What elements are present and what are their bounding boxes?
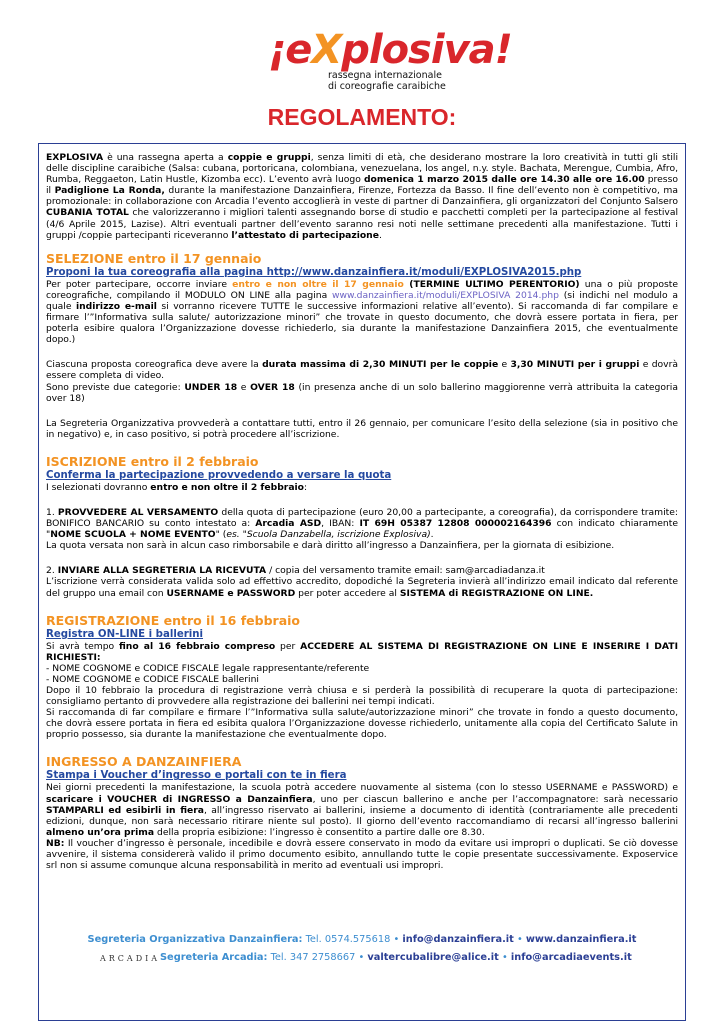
ingresso-paragraph-2: NB: Il voucher d’ingresso è personale, incedibile e dovrà essere conservato in modo da evitare usi impropri o duplicati. Se ciò dovesse avvenire, il sistema considererà valido il primo documento esibito, annullando tutte le copie presentate successivamente. Exposervice srl non si assume comunque alcuna responsabilità in merito ad eventuali usi impropri.	[46, 837, 678, 872]
iscrizione-paragraph-2: 1. PROVVEDERE AL VERSAMENTO della quota di partecipazione (euro 20,00 a partecipante, a coreografia), da corrispondere tramite: BONIFICO BANCARIO su conto intestato a: Arcadia ASD, IBAN: IT 69H 05387 12808 000002164396 con indicato chiaramente "NOME SCUOLA + NOME EVENTO" (es. "Scuola Danzabella, iscrizione Explosiva).	[46, 506, 679, 541]
registrazione-subtitle: Registra ON-LINE i ballerini	[46, 628, 204, 640]
iscrizione-paragraph-3: La quota versata non sarà in alcun caso rimborsabile e darà diritto all’ingresso a Danzainfiera, per la giornata di esibizione.	[46, 540, 615, 552]
registrazione-list-item-1: - NOME COGNOME e CODICE FISCALE legale rappresentante/referente	[46, 662, 370, 674]
iscrizione-subtitle: Conferma la partecipazione provvedendo a versare la quota	[46, 469, 392, 481]
selezione-paragraph-4: La Segreteria Organizzativa provvederà a contattare tutti, entro il 26 gennaio, per comunicare l’esito della selezione (sia in positivo che in negativo) e, in caso positivo, si potrà procedere all’iscrizione.	[46, 417, 678, 440]
footer-danzainfiera: Segreteria Organizzativa Danzainfiera: Tel. 0574.575618 • info@danzainfiera.it • www.danzainfiera.it	[87, 934, 637, 945]
explosiva-logo	[268, 27, 512, 98]
page-title: REGOLAMENTO:	[267, 104, 457, 130]
modulo-link[interactable]: www.danzainfiera.it/moduli/EXPLOSIVA 2014.php	[332, 289, 559, 301]
arcadia-email-link-2[interactable]: info@arcadiaevents.it	[510, 952, 632, 963]
ingresso-paragraph-1: Nei giorni precedenti la manifestazione, la scuola potrà accedere nuovamente al sistema (con lo stesso USERNAME e PASSWORD) e scaricare i VOUCHER di INGRESSO a Danzainfiera, uno per ciascun ballerino e anche per l’accompagnatore: sarà necessario STAMPARLI ed esibirli in fiera, all’ingresso riservato ai ballerini, insieme a documento di identità (contrariamente alle precedenti edizioni, dunque, non sarà necessario ritirare niente sul posto). Il giorno dell’evento raccomandiamo di recarsi all’ingresso ballerini almeno un’ora prima della propria esibizione: l’ingresso è consentito a partire dalle ore 8.30.	[46, 782, 678, 838]
iscrizione-paragraph-5: L’iscrizione verrà considerata valida solo ad effettivo accredito, dopodiché la Segreteria invierà all’indirizzo email indicato dal referente del gruppo una email con USERNAME e PASSWORD per poter accedere al SISTEMA di REGISTRAZIONE ON LINE.	[46, 576, 678, 599]
registrazione-title: REGISTRAZIONE entro il 16 febbraio	[46, 612, 301, 628]
iscrizione-title: ISCRIZIONE entro il 2 febbraio	[46, 453, 259, 469]
ingresso-title: INGRESSO A DANZAINFIERA	[46, 754, 242, 770]
selezione-title: SELEZIONE entro il 17 gennaio	[46, 250, 262, 266]
registrazione-list-item-2: - NOME COGNOME e CODICE FISCALE ballerini	[46, 673, 259, 685]
iscrizione-paragraph-1: I selezionati dovranno entro e non oltre il 2 febbraio:	[46, 481, 308, 493]
registrazione-paragraph-2: Dopo il 10 febbraio la procedura di registrazione verrà chiusa e si perderà la possibilità di recuperare la quota di partecipazione: consigliamo pertanto di provvedere alla registrazione dei ballerini nei tempi indicati.	[46, 685, 678, 708]
arcadia-email-link-1[interactable]: valtercubalibre@alice.it	[367, 952, 499, 963]
arcadia-logo: ARCADIA	[100, 954, 161, 963]
selezione-paragraph-3: Sono previste due categorie: UNDER 18 e OVER 18 (in presenza anche di un solo ballerino maggiorenne verrà attribuita la categoria over 18)	[46, 381, 678, 404]
selezione-paragraph-2: Ciascuna proposta coreografica deve avere la durata massima di 2,30 MINUTI per le coppie e 3,30 MINUTI per i gruppi e dovrà essere completa di video.	[46, 359, 679, 382]
danzainfiera-email-link[interactable]: info@danzainfiera.it	[402, 934, 514, 945]
logo-subtitle: rassegna internazionale di coreografie caraibiche	[328, 70, 446, 92]
registrazione-paragraph-3: Si raccomanda di far compilare e firmare l’”Informativa sulla salute/autorizzazione minori” che trovate in fondo a questo documento, che dovrà essere portata in fiera ed esibita qualora l’Organizzazione dovesse richiederlo, unitamente alla copia del Certificato Salute in proprio possesso, sia durante la manifestazione che eventualmente dopo.	[46, 707, 678, 741]
iscrizione-paragraph-4: 2. INVIARE ALLA SEGRETERIA LA RICEVUTA / copia del versamento tramite email: sam@arcadiadanza.it	[46, 565, 545, 577]
ingresso-subtitle: Stampa i Voucher d’ingresso e portali con te in fiera	[46, 770, 347, 782]
danzainfiera-web-link[interactable]: www.danzainfiera.it	[525, 934, 637, 945]
selezione-link[interactable]: Proponi la tua coreografia alla pagina http://www.danzainfiera.it/moduli/EXPLOSIVA2015.php	[46, 266, 582, 278]
registrazione-paragraph-1: Si avrà tempo fino al 16 febbraio compreso per ACCEDERE AL SISTEMA DI REGISTRAZIONE ON LINE E INSERIRE I DATI RICHIESTI:	[46, 640, 678, 663]
footer-arcadia: Segreteria Arcadia: Tel. 347 2758667 • valtercubalibre@alice.it • info@arcadiaevents.it	[160, 952, 632, 963]
logo-wordmark: ¡eXplosiva!	[268, 27, 512, 73]
document-body	[46, 152, 678, 871]
selezione-paragraph-1: Per poter partecipare, occorre inviare entro e non oltre il 17 gennaio (TERMINE ULTIMO PERENTORIO) una o più proposte coreografiche, compilando il MODULO ON LINE alla pagina www.danzainfiera.it/moduli/EXPLOSIVA 2014.php (si indichi nel modulo a quale indirizzo e-mail si vorranno ricevere TUTTE le successive informazioni relative all’evento). Si raccomanda di far compilare e firmare l’”Informativa sulla salute/ autorizzazione minori” che trovate in questo documento, che dovrà essere portata in fiera, per poterla esibire qualora l’Organizzazione dovesse richiederlo, sia durante la manifestazione Danzainfiera 2015, che eventualmente dopo.)	[46, 278, 678, 346]
intro-paragraph: EXPLOSIVA è una rassegna aperta a coppie e gruppi, senza limiti di età, che desiderano mostrare la loro creatività in tutti gli stili delle discipline caraibiche (Salsa: cubana, portoricana, colombiana, venezuelana, los angel, n.y. style. Bachata, Merengue, Cumbia, Afro, Rumba, Reggaeton, Latin Hustle, Kizomba ecc). L’evento avrà luogo domenica 1 marzo 2015 dalle ore 14.30 alle ore 16.00 presso il Padiglione La Ronda, durante la manifestazione Danzainfiera, Firenze, Fortezza da Basso. Il fine dell’evento non è competitivo, ma promozionale: in collaborazione con Arcadia l’evento accoglierà in veste di partner di Danzainfiera, gli organizzatori del Conjunto Salsero CUBANIA TOTAL che valorizzeranno i migliori talenti assegnando borse di studio e pacchetti completi per la partecipazione al festival (4/6 Aprile 2015, Lazise). Altri eventuali partner dell’evento saranno resi noti nelle settimane precedenti alla manifestazione. Tutti i gruppi /coppie partecipanti riceveranno l’attestato di partecipazione.	[46, 152, 679, 241]
